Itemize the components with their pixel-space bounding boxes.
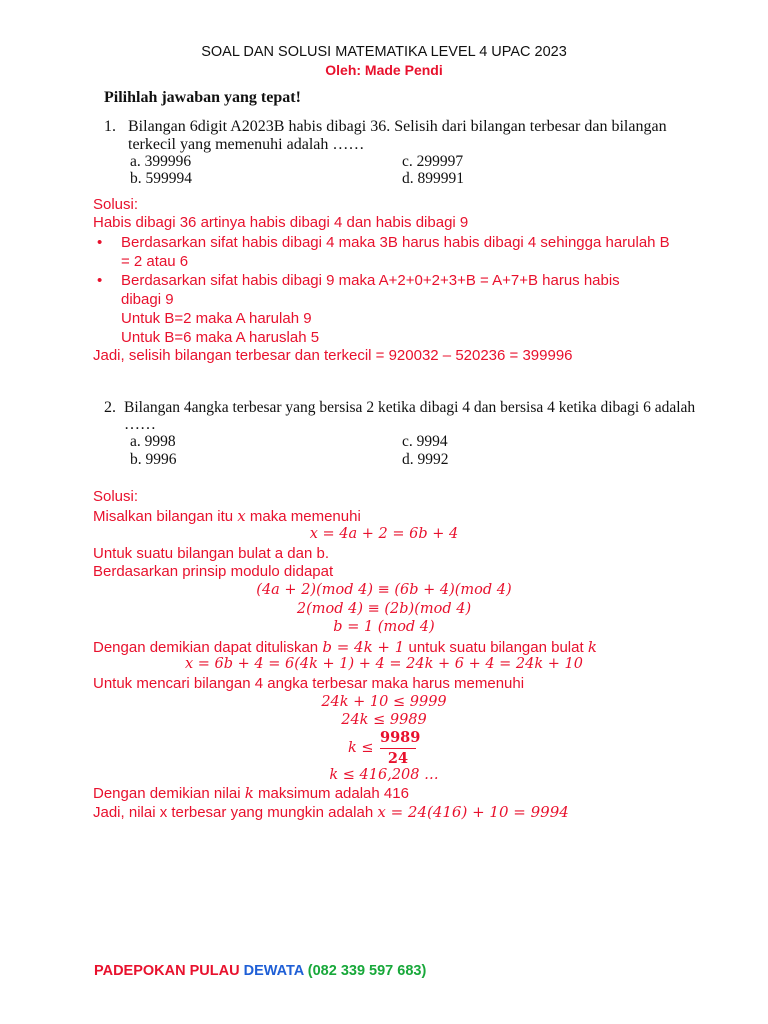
q1-text-line2: terkecil yang memenuhi adalah …… <box>128 136 365 153</box>
q2-text-line2: …… <box>124 416 156 433</box>
s2-line1-var: x <box>237 507 246 525</box>
s2-line4 <box>93 638 597 656</box>
s2-line7-pre: Jadi, nilai x terbesar yang mungkin adalah <box>93 804 378 821</box>
s2-line4-pre: Dengan demikian dapat dituliskan <box>93 639 323 656</box>
s2-eq8-denominator: 24 <box>387 750 409 767</box>
s2-line4-var: k <box>587 638 597 656</box>
s2-line2: Untuk suatu bilangan bulat a dan b. <box>93 545 330 562</box>
s2-line6-var: k <box>244 784 254 802</box>
s1-label: Solusi: <box>93 196 139 213</box>
document-title: SOAL DAN SOLUSI MATEMATIKA LEVEL 4 UPAC 2023 <box>201 44 567 60</box>
s2-line3: Berdasarkan prinsip modulo didapat <box>93 563 334 580</box>
s1-bullet1-dot: • <box>97 234 103 251</box>
instruction-heading: Pilihlah jawaban yang tepat! <box>104 89 301 106</box>
s2-line1 <box>93 507 361 525</box>
s2-line6-pre: Dengan demikian nilai <box>93 785 245 802</box>
s2-eq9: k ≤ 416,208 … <box>329 767 439 783</box>
s1-bullet1-line1: Berdasarkan sifat habis dibagi 4 maka 3B harus habis dibagi 4 sehingga harulah B <box>121 234 670 251</box>
s2-line1-pre: Misalkan bilangan itu <box>93 508 238 525</box>
q2-option-d: d. 9992 <box>402 451 449 468</box>
footer-pulau: PULAU <box>189 963 240 979</box>
q1-text-line1: Bilangan 6digit A2023B habis dibagi 36. Selisih dari bilangan terbesar dan bilangan <box>128 118 667 135</box>
s2-label: Solusi: <box>93 488 139 505</box>
q2-text-line1: Bilangan 4angka terbesar yang bersisa 2 ketika dibagi 4 dan bersisa 4 ketika dibagi 6 adalah <box>124 399 696 416</box>
s2-eq8-numerator: 9989 <box>380 729 421 746</box>
s2-eq8-lhs: k ≤ <box>348 740 374 756</box>
s1-bullet2-line1: Berdasarkan sifat habis dibagi 9 maka A+2+0+2+3+B = A+7+B harus habis <box>121 272 620 289</box>
s2-eq5: x = 6b + 4 = 6(4k + 1) + 4 = 24k + 6 + 4 = 24k + 10 <box>185 656 583 672</box>
s2-line7 <box>93 803 569 821</box>
q2-option-c: c. 9994 <box>402 433 448 450</box>
document-author: Oleh: Made Pendi <box>325 62 443 78</box>
s2-line4-post: untuk suatu bilangan bulat <box>404 639 588 656</box>
s2-eq4: b = 1 (mod 4) <box>333 619 435 635</box>
s1-line1: Habis dibagi 36 artinya habis dibagi 4 dan habis dibagi 9 <box>93 214 469 231</box>
q1-option-a: a. 399996 <box>130 153 192 170</box>
s1-bullet1-line2: = 2 atau 6 <box>121 253 189 270</box>
s2-eq6: 24k + 10 ≤ 9999 <box>321 694 447 710</box>
s2-eq3: 2(mod 4) ≡ (2b)(mod 4) <box>296 601 472 617</box>
footer-padepokan: PADEPOKAN <box>94 963 186 979</box>
footer-dewata: DEWATA <box>243 963 304 979</box>
q2-option-b: b. 9996 <box>130 451 177 468</box>
s1-case2: Untuk B=6 maka A haruslah 5 <box>121 329 320 346</box>
s1-conclusion: Jadi, selisih bilangan terbesar dan terkecil = 920032 – 520236 = 399996 <box>93 347 573 364</box>
s2-line7-eq: x = 24(416) + 10 = 9994 <box>377 803 569 821</box>
s2-eq1: x = 4a + 2 = 6b + 4 <box>309 526 459 542</box>
s2-line6-post: maksimum adalah 416 <box>253 785 409 802</box>
s1-case1: Untuk B=2 maka A harulah 9 <box>121 310 312 327</box>
s2-line1-post: maka memenuhi <box>245 508 361 525</box>
q1-option-b: b. 599994 <box>130 170 192 187</box>
s2-line4-eq: b = 4k + 1 <box>322 638 405 656</box>
s1-bullet2-line2: dibagi 9 <box>121 291 174 308</box>
q1-number: 1. <box>104 118 116 135</box>
s2-eq8-fraction-bar <box>380 748 416 749</box>
footer-phone: (082 339 597 683) <box>307 963 427 979</box>
q1-option-c: c. 299997 <box>402 153 464 170</box>
s2-line6 <box>93 784 409 802</box>
s1-bullet2-dot: • <box>97 272 103 289</box>
q2-number: 2. <box>104 399 116 416</box>
q1-option-d: d. 899991 <box>402 170 464 187</box>
s2-eq7: 24k ≤ 9989 <box>341 712 427 728</box>
q2-option-a: a. 9998 <box>130 433 176 450</box>
footer <box>94 963 426 979</box>
s2-line5: Untuk mencari bilangan 4 angka terbesar maka harus memenuhi <box>93 675 525 692</box>
s2-eq2: (4a + 2)(mod 4) ≡ (6b + 4)(mod 4) <box>256 582 512 598</box>
